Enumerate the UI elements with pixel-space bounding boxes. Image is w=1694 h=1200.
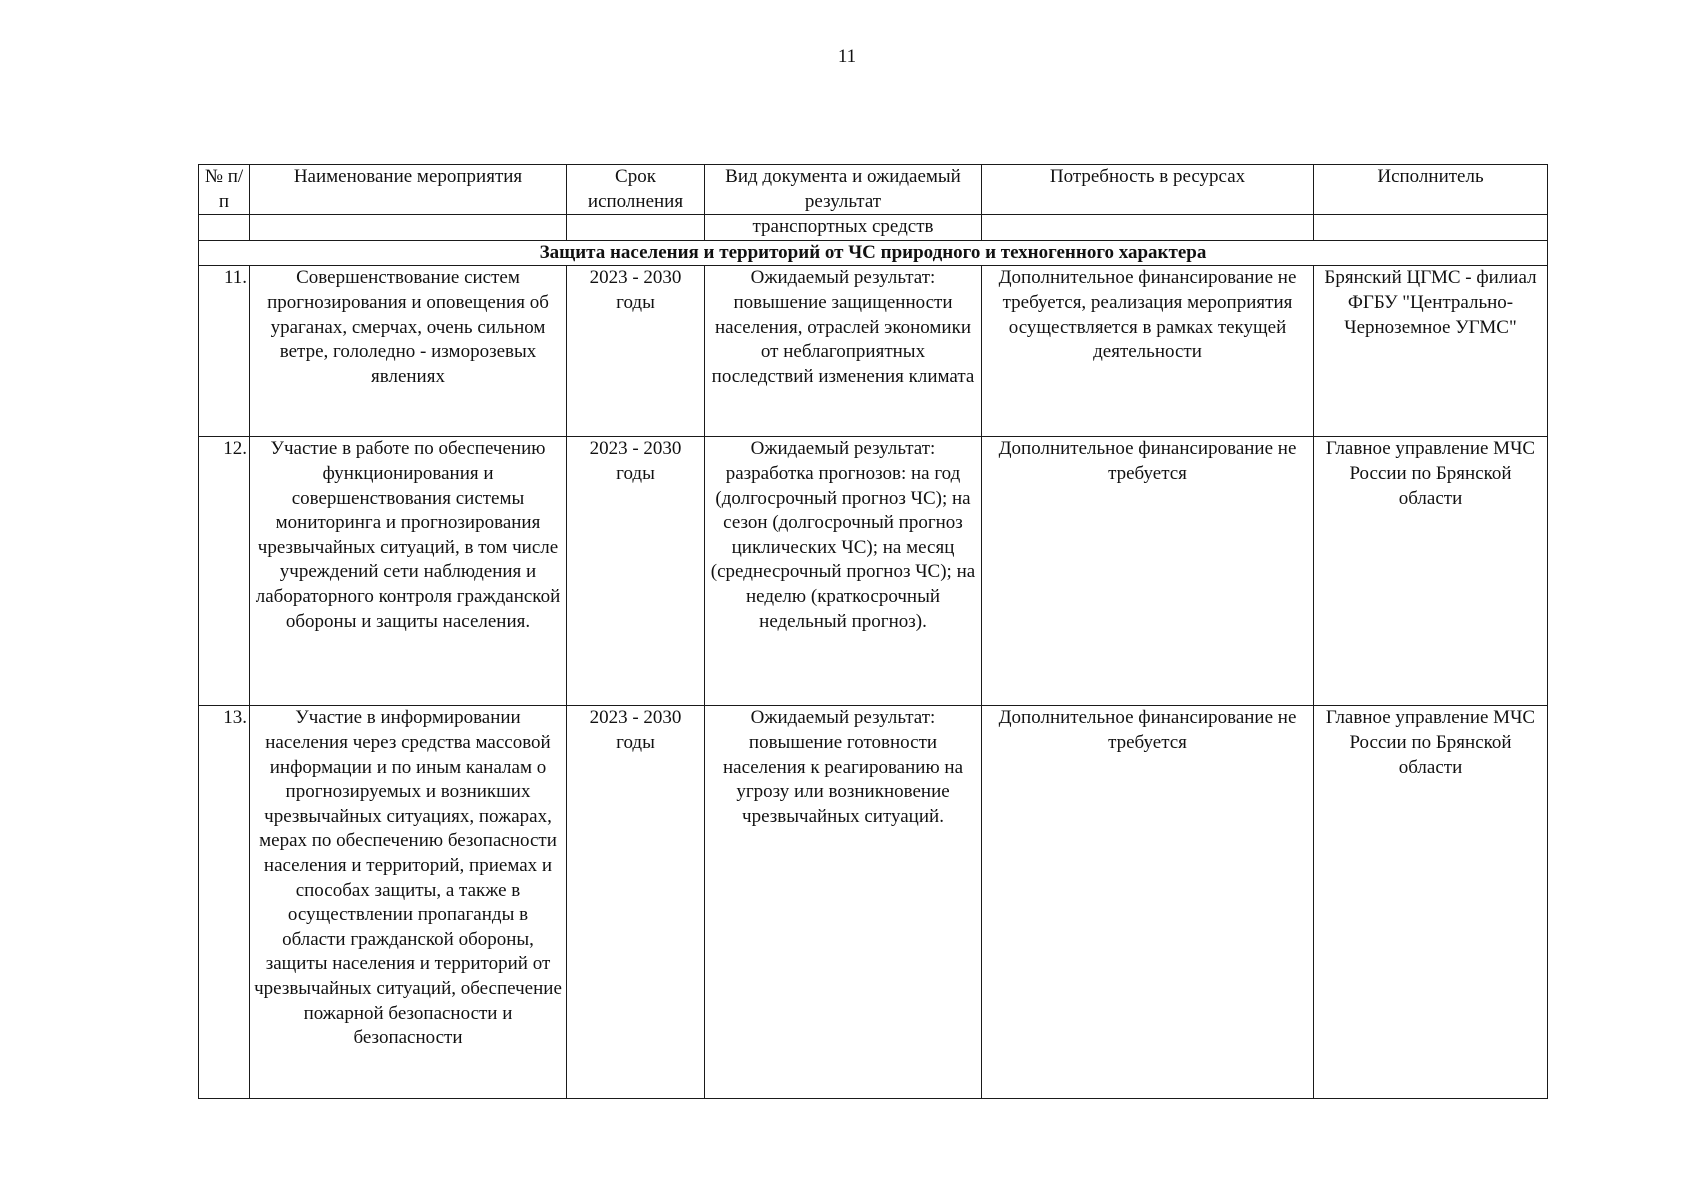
header-result: Вид документа и ожидаемый результат <box>705 165 982 215</box>
row-executor: Главное управление МЧС России по Брянской области <box>1314 706 1548 1099</box>
row-name: Участие в информировании населения через средства массовой информации и по иным каналам о прогнозируемых и возникших чрезвычайных ситуациях, пожарах, мерах по обеспечению безопасности населения и территорий, приемах и способах защиты, а также в осуществлении пропаганды в области гражданской обороны, защиты населения и территорий от чрезвычайных ситуаций, обеспечение пожарной безопасности и безопасности <box>250 706 567 1099</box>
continuation-row <box>199 215 1548 241</box>
header-term: Срок исполнения <box>567 165 705 215</box>
header-name: Наименование мероприятия <box>250 165 567 215</box>
header-num: № п/п <box>199 165 250 215</box>
table-header-row <box>199 165 1548 215</box>
row-executor: Главное управление МЧС России по Брянской области <box>1314 437 1548 706</box>
header-resources: Потребность в ресурсах <box>982 165 1314 215</box>
row-executor: Брянский ЦГМС - филиал ФГБУ "Центрально-Черноземное УГМС" <box>1314 266 1548 437</box>
continuation-cell-executor <box>1314 215 1548 241</box>
page-number: 11 <box>837 46 857 67</box>
row-resources: Дополнительное финансирование не требуется <box>982 437 1314 706</box>
row-name: Участие в работе по обеспечению функционирования и совершенствования системы мониторинга и прогнозирования чрезвычайных ситуаций, в том числе учреждений сети наблюдения и лабораторного контроля гражданской обороны и защиты населения. <box>250 437 567 706</box>
row-num: 13. <box>199 706 250 1099</box>
continuation-cell-result: транспортных средств <box>705 215 982 241</box>
continuation-cell-num <box>199 215 250 241</box>
section-row <box>199 240 1548 266</box>
section-title: Защита населения и территорий от ЧС природного и техногенного характера <box>199 240 1548 266</box>
row-num: 11. <box>199 266 250 437</box>
row-term: 2023 - 2030 годы <box>567 266 705 437</box>
row-resources: Дополнительное финансирование не требуется, реализация мероприятия осуществляется в рамках текущей деятельности <box>982 266 1314 437</box>
row-num: 12. <box>199 437 250 706</box>
row-term: 2023 - 2030 годы <box>567 437 705 706</box>
measures-table <box>198 164 1548 1099</box>
table-row <box>199 706 1548 1099</box>
row-result: Ожидаемый результат: повышение готовности населения к реагированию на угрозу или возникновение чрезвычайных ситуаций. <box>705 706 982 1099</box>
row-term: 2023 - 2030 годы <box>567 706 705 1099</box>
continuation-cell-name <box>250 215 567 241</box>
table-row <box>199 437 1548 706</box>
continuation-cell-resources <box>982 215 1314 241</box>
row-resources: Дополнительное финансирование не требуется <box>982 706 1314 1099</box>
continuation-cell-term <box>567 215 705 241</box>
header-executor: Исполнитель <box>1314 165 1548 215</box>
row-result: Ожидаемый результат: повышение защищенности населения, отраслей экономики от неблагоприятных последствий изменения климата <box>705 266 982 437</box>
row-name: Совершенствование систем прогнозирования и оповещения об ураганах, смерчах, очень сильном ветре, гололедно - изморозевых явлениях <box>250 266 567 437</box>
row-result: Ожидаемый результат: разработка прогнозов: на год (долгосрочный прогноз ЧС); на сезон (долгосрочный прогноз циклических ЧС); на месяц (среднесрочный прогноз ЧС); на неделю (краткосрочный недельный прогноз). <box>705 437 982 706</box>
table-row <box>199 266 1548 437</box>
